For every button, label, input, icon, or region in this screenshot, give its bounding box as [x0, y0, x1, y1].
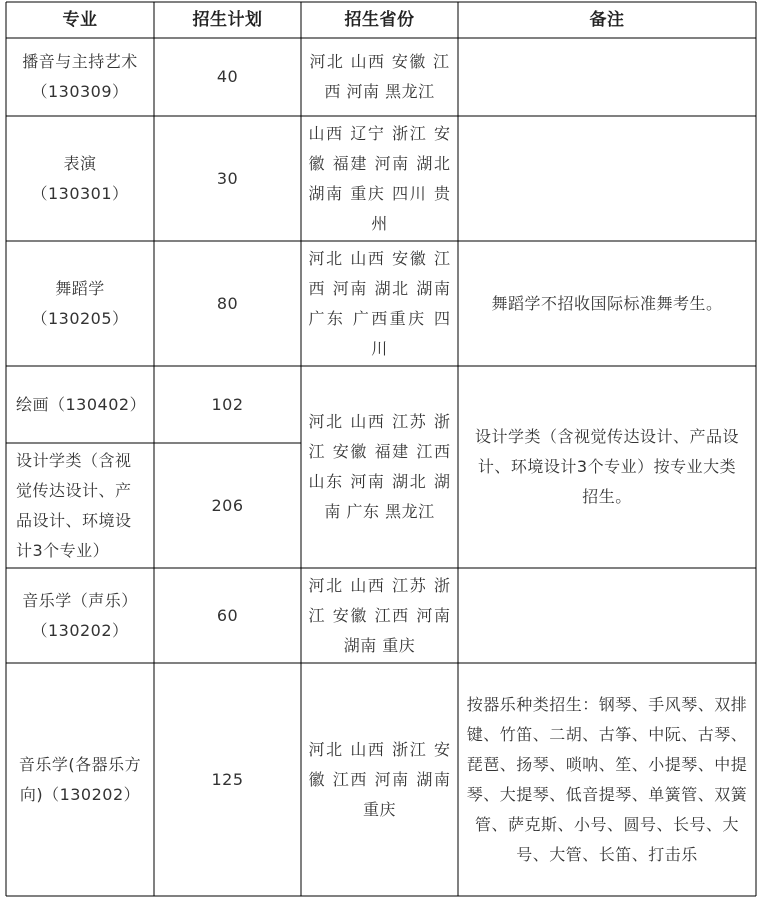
row-major: 舞蹈学（130205）	[31, 278, 129, 328]
merged-notes: 设计学类（含视觉传达设计、产品设计、环境设计3个专业）按专业大类招生。	[474, 427, 739, 506]
row-major: 绘画（130402）	[16, 394, 147, 414]
row-provinces: 河北 山西 浙江 安徽 江西 河南 湖南 重庆	[308, 739, 451, 819]
row-quota: 40	[216, 67, 239, 86]
row-quota: 206	[211, 495, 244, 515]
row-notes: 按器乐种类招生：钢琴、手风琴、双排键、竹笛、二胡、古筝、中阮、古琴、琵琶、扬琴、唢呐、笙、小提琴、中提琴、大提琴、低音提琴、单簧管、双簧管、萨克斯、小号、圆号、长号、大号、大管、长笛、打击乐	[466, 694, 748, 864]
row-quota: 125	[211, 769, 244, 789]
row-provinces: 河北 山西 安徽 江西 河南 黑龙江	[309, 52, 450, 101]
row-quota: 30	[216, 168, 239, 188]
row-quota: 102	[211, 394, 244, 414]
row-quota: 80	[216, 293, 239, 313]
row-notes: 舞蹈学不招收国际标准舞考生。	[491, 293, 723, 313]
header-major: 专业	[62, 10, 98, 30]
row-notes	[458, 568, 756, 663]
row-notes	[458, 116, 756, 241]
header-provinces: 招生省份	[344, 10, 415, 30]
row-notes	[458, 38, 756, 116]
header-quota: 招生计划	[192, 10, 263, 30]
row-major: 设计学类（含视觉传达设计、产品设计、环境设计3个专业）	[16, 450, 132, 560]
row-major: 播音与主持艺术（130309）	[22, 52, 138, 101]
row-major: 音乐学(各器乐方向)（130202）	[18, 754, 142, 804]
header-notes: 备注	[589, 10, 625, 30]
row-provinces: 山西 辽宁 浙江 安徽 福建 河南 湖北 湖南 重庆 四川 贵州	[308, 123, 451, 233]
row-major: 音乐学（声乐）（130202）	[22, 590, 138, 640]
row-provinces: 河北 山西 安徽 江西 河南 湖北 湖南 广东 广西重庆 四川	[308, 248, 451, 358]
row-quota: 60	[216, 605, 239, 625]
row-major: 表演（130301）	[31, 153, 129, 203]
row-provinces: 河北 山西 江苏 浙江 安徽 江西 河南 湖南 重庆	[308, 575, 451, 655]
merged-provinces: 河北 山西 江苏 浙江 安徽 福建 江西 山东 河南 湖北 湖南 广东 黑龙江	[308, 412, 451, 521]
